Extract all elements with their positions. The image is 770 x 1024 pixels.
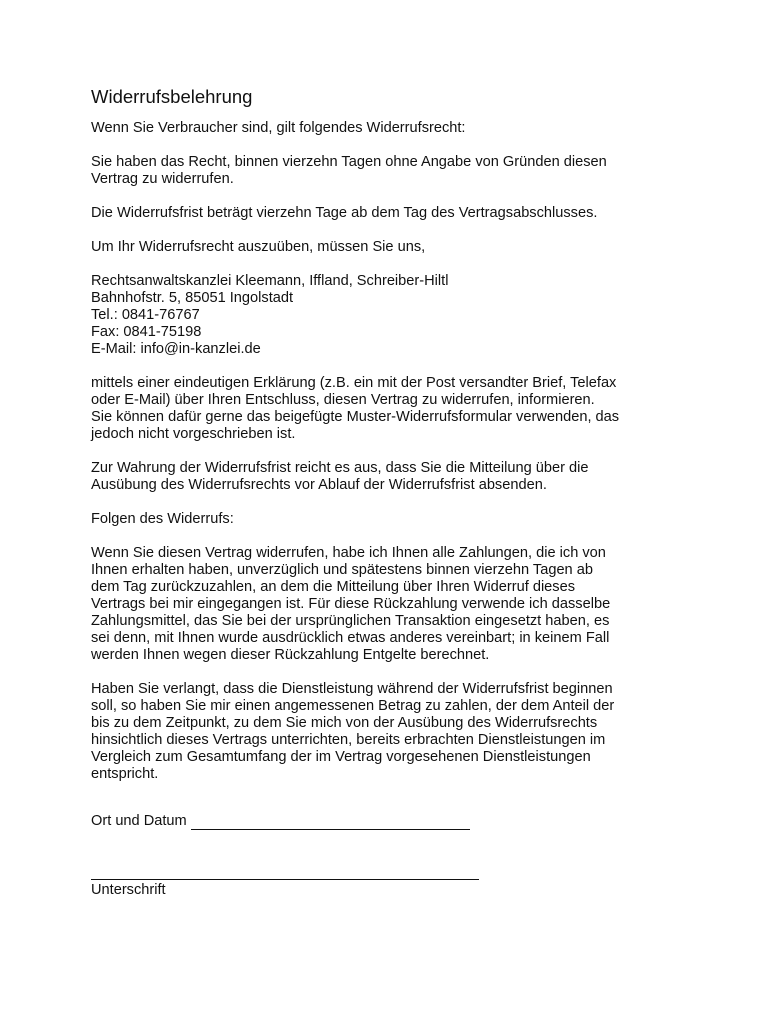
signature-line[interactable] bbox=[91, 878, 479, 880]
deadline-paragraph: Zur Wahrung der Widerrufsfrist reicht es aus, dass Sie die Mitteilung über die Ausübung des Widerrufsrechts vor Ablauf der Widerrufsfrist absenden. bbox=[91, 460, 589, 493]
exercise-paragraph: Um Ihr Widerrufsrecht auszuüben, müssen Sie uns, bbox=[91, 239, 426, 255]
document-title: Widerrufsbelehrung bbox=[91, 86, 253, 107]
services-paragraph: Haben Sie verlangt, dass die Dienstleistung während der Widerrufsfrist beginnen soll, so haben Sie mir einen angemessenen Betrag zu zahlen, der dem Anteil der bis zu dem Zeitpunkt, zu dem Sie mich von der Ausübung des Widerrufsrechts hinsichtlich dieses Vertrags unterrichten, bereits erbrachten Dienstleistungen im Vergleich zum Gesamtumfang der im Vertrag vorgesehenen Dienstleistungen entspricht. bbox=[91, 681, 615, 782]
intro-paragraph: Wenn Sie Verbraucher sind, gilt folgendes Widerrufsrecht: bbox=[91, 120, 466, 136]
document-page bbox=[91, 86, 691, 899]
address-street: Bahnhofstr. 5, 85051 Ingolstadt bbox=[91, 290, 294, 306]
consequences-heading: Folgen des Widerrufs: bbox=[91, 511, 234, 527]
signature-label: Unterschrift bbox=[91, 882, 166, 898]
place-date-line[interactable] bbox=[191, 816, 470, 830]
place-date-label: Ort und Datum bbox=[91, 813, 187, 829]
signature-block bbox=[91, 813, 691, 899]
refund-paragraph: Wenn Sie diesen Vertrag widerrufen, habe ich Ihnen alle Zahlungen, die ich von Ihnen erhalten haben, unverzüglich und spätestens binnen vierzehn Tagen ab dem Tag zurückzuzahlen, an dem die Mitteilung über Ihren Widerruf dieses Vertrags bei mir eingegangen ist. Für diese Rückzahlung verwende ich dasselbe Zahlungsmittel, das Sie bei der ursprünglichen Transaktion eingesetzt haben, es sei denn, mit Ihnen wurde ausdrücklich etwas anderes vereinbart; in keinem Fall werden Ihnen wegen dieser Rückzahlung Entgelte berechnet. bbox=[91, 545, 611, 663]
right-of-withdrawal-paragraph: Sie haben das Recht, binnen vierzehn Tagen ohne Angabe von Gründen diesen Vertrag zu widerrufen. bbox=[91, 154, 607, 187]
means-paragraph: mittels einer eindeutigen Erklärung (z.B. ein mit der Post versandter Brief, Telefax oder E-Mail) über Ihren Entschluss, diesen Vertrag zu widerrufen, informieren. Sie können dafür gerne das beigefügte Muster-Widerrufsformular verwenden, das jedoch nicht vorgeschrieben ist. bbox=[91, 375, 620, 442]
address-block bbox=[91, 273, 691, 358]
address-fax: Fax: 0841-75198 bbox=[91, 324, 202, 340]
address-email: E-Mail: info@in-kanzlei.de bbox=[91, 341, 261, 357]
place-date-row bbox=[91, 813, 691, 830]
withdrawal-period-paragraph: Die Widerrufsfrist beträgt vierzehn Tage ab dem Tag des Vertragsabschlusses. bbox=[91, 205, 598, 221]
address-firm: Rechtsanwaltskanzlei Kleemann, Iffland, Schreiber-Hiltl bbox=[91, 273, 449, 289]
address-phone: Tel.: 0841-76767 bbox=[91, 307, 200, 323]
